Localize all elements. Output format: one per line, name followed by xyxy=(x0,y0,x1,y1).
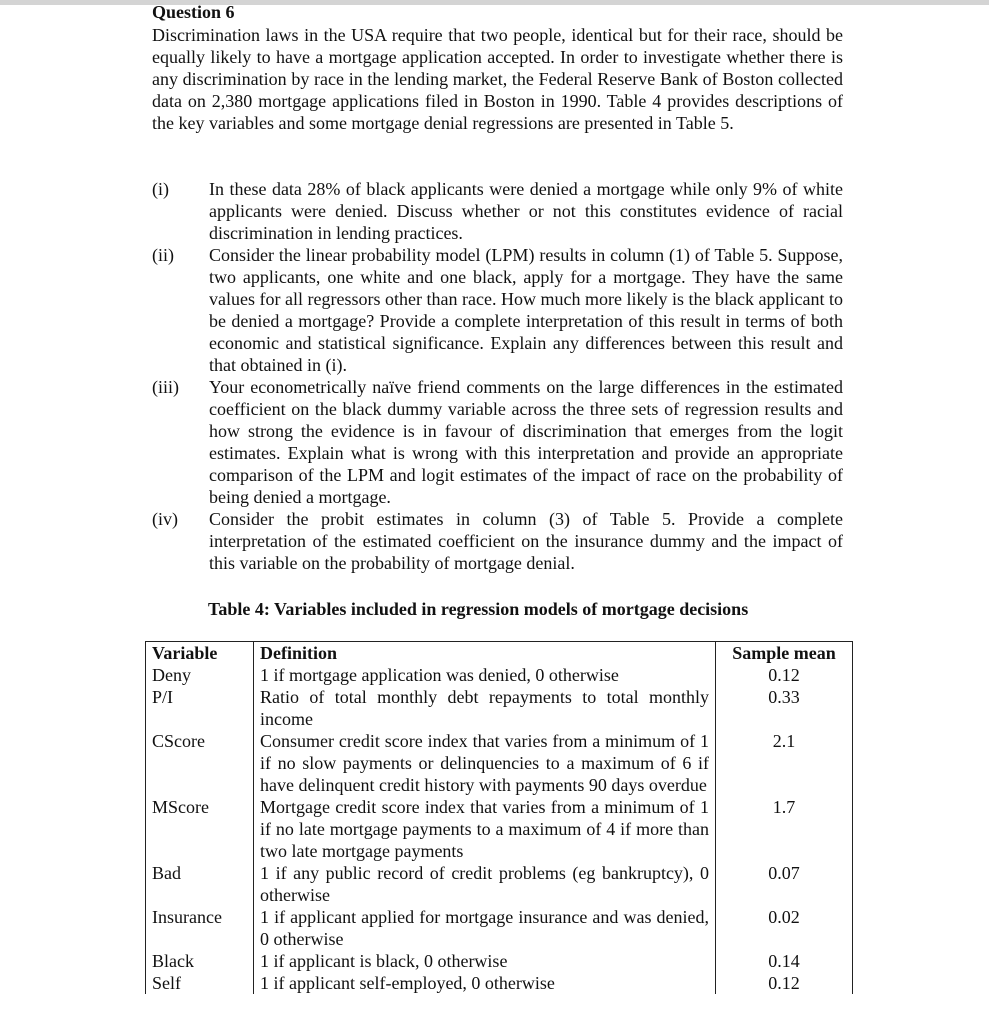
table-row xyxy=(146,730,853,796)
table-row xyxy=(146,796,853,862)
cell-definition: Mortgage credit score index that varies from a minimum of 1 if no late mortgage payments to a maximum of 4 if more than two late mortgage payments xyxy=(254,796,716,862)
cell-variable: Insurance xyxy=(146,906,254,950)
header-definition: Definition xyxy=(254,642,716,665)
cell-variable: Self xyxy=(146,972,254,994)
question-item-i xyxy=(152,178,843,244)
question-intro: Discrimination laws in the USA require that two people, identical but for their race, should be equally likely to have a mortgage application accepted. In order to investigate whether there is any discrimination by race in the lending market, the Federal Reserve Bank of Boston collected data on 2,380 mortgage applications filed in Boston in 1990. Table 4 provides descriptions of the key variables and some mortgage denial regressions are presented in Table 5. xyxy=(152,25,843,133)
item-number: (iii) xyxy=(152,377,179,397)
question-title: Question 6 xyxy=(152,2,235,22)
item-number: (iv) xyxy=(152,509,178,529)
cell-variable: CScore xyxy=(146,730,254,796)
cell-variable: Bad xyxy=(146,862,254,906)
cell-mean: 0.14 xyxy=(716,950,853,972)
question-item-iv xyxy=(152,508,843,574)
header-variable: Variable xyxy=(146,642,254,665)
viewer-top-bar xyxy=(0,0,989,5)
table-row xyxy=(146,906,853,950)
table-row xyxy=(146,664,853,686)
question-item-iii xyxy=(152,376,843,508)
cell-definition: 1 if any public record of credit problems (eg bankruptcy), 0 otherwise xyxy=(254,862,716,906)
cell-mean: 0.12 xyxy=(716,972,853,994)
cell-definition: Consumer credit score index that varies from a minimum of 1 if no slow payments or delinquencies to a maximum of 6 if have delinquent credit history with payments 90 days overdue xyxy=(254,730,716,796)
table-row xyxy=(146,862,853,906)
cell-variable: P/I xyxy=(146,686,254,730)
cell-variable: Black xyxy=(146,950,254,972)
table-row xyxy=(146,950,853,972)
table-row xyxy=(146,972,853,994)
table-row xyxy=(146,686,853,730)
item-text: Consider the linear probability model (LPM) results in column (1) of Table 5. Suppose, two applicants, one white and one black, apply for a mortgage. They have the same values for all regressors other than race. How much more likely is the black applicant to be denied a mortgage? Provide a complete interpretation of this result in terms of both economic and statistical significance. Explain any differences between this result and that obtained in (i). xyxy=(209,245,843,375)
item-text: Consider the probit estimates in column (3) of Table 5. Provide a complete interpretation of the estimated coefficient on the insurance dummy and the impact of this variable on the probability of mortgage denial. xyxy=(209,509,843,573)
cell-variable: MScore xyxy=(146,796,254,862)
cell-mean: 0.02 xyxy=(716,906,853,950)
cell-mean: 0.07 xyxy=(716,862,853,906)
cell-mean: 2.1 xyxy=(716,730,853,796)
cell-mean: 0.12 xyxy=(716,664,853,686)
cell-definition: 1 if mortgage application was denied, 0 otherwise xyxy=(254,664,716,686)
item-number: (i) xyxy=(152,179,169,199)
question-item-ii xyxy=(152,244,843,376)
table-4-caption: Table 4: Variables included in regression models of mortgage decisions xyxy=(208,599,749,619)
question-items xyxy=(152,178,843,574)
cell-definition: 1 if applicant is black, 0 otherwise xyxy=(254,950,716,972)
cell-variable: Deny xyxy=(146,664,254,686)
header-sample-mean: Sample mean xyxy=(716,642,853,665)
cell-mean: 0.33 xyxy=(716,686,853,730)
cell-mean: 1.7 xyxy=(716,796,853,862)
table-header-row xyxy=(146,642,853,665)
item-number: (ii) xyxy=(152,245,174,265)
cell-definition: 1 if applicant self-employed, 0 otherwise xyxy=(254,972,716,994)
cell-definition: Ratio of total monthly debt repayments to total monthly income xyxy=(254,686,716,730)
cell-definition: 1 if applicant applied for mortgage insurance and was denied, 0 otherwise xyxy=(254,906,716,950)
item-text: In these data 28% of black applicants were denied a mortgage while only 9% of white applicants were denied. Discuss whether or not this constitutes evidence of racial discrimination in lending practices. xyxy=(209,179,843,243)
item-text: Your econometrically naïve friend comments on the large differences in the estimated coefficient on the black dummy variable across the three sets of regression results and how strong the evidence is in favour of discrimination that emerges from the logit estimates. Explain what is wrong with this interpretation and provide an appropriate comparison of the LPM and logit estimates of the impact of race on the probability of being denied a mortgage. xyxy=(209,377,843,507)
variables-table xyxy=(145,641,853,994)
